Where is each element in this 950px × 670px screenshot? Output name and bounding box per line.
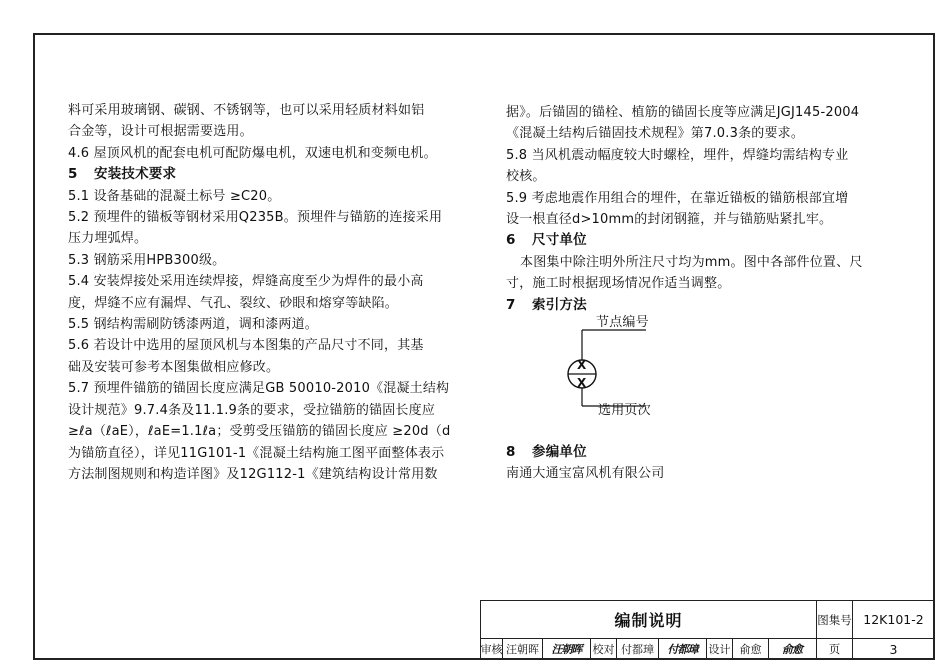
index-symbol-diagram [536, 315, 696, 428]
index-top-label: 节点编号 [596, 315, 649, 331]
text-line: 5.7 预埋件锚筋的锚固长度应满足GB 50010-2010《混凝土结构 [68, 381, 450, 397]
check-name: 付都璋 [617, 639, 659, 659]
text-line: 南通大通宝富风机有限公司 [506, 466, 665, 482]
text-line: 5.6 若设计中选用的屋顶风机与本图集的产品尺寸不同，其基 [68, 338, 424, 354]
index-symbol-upper: X [577, 358, 587, 373]
index-bottom-label: 选用页次 [598, 403, 651, 419]
design-label: 设计 [707, 639, 733, 659]
left-column [68, 100, 488, 485]
text-line: 方法制图规则和构造详图》及12G112-1《建筑结构设计常用数 [68, 466, 438, 482]
text-line: ≥ℓa（ℓaE），ℓaE=1.1ℓa；受剪受压锚筋的锚固长度应 ≥20d（d [68, 424, 451, 440]
text-line: 5.3 钢筋采用HPB300级。 [68, 252, 226, 268]
review-name: 汪朝晖 [503, 639, 543, 659]
text-line: 5.4 安装焊接处采用连续焊接，焊缝高度至少为焊件的最小高 [68, 274, 424, 290]
design-signature: 俞愈 [782, 643, 802, 656]
section-heading-7: 7 索引方法 [506, 296, 587, 313]
section-heading-5: 5 安装技术要求 [68, 166, 177, 183]
text-line: 本图集中除注明外所注尺寸均为mm。图中各部件位置、尺 [520, 254, 863, 270]
review-signature: 汪朝晖 [543, 639, 591, 659]
text-line: 《混凝土结构后锚固技术规程》第7.0.3条的要求。 [506, 126, 805, 142]
review-label: 审核 [481, 639, 503, 659]
page-number: 3 [889, 641, 898, 657]
text-line: 5.5 钢结构需刷防锈漆两道，调和漆两道。 [68, 317, 319, 333]
text-line: 度，焊缝不应有漏焊、气孔、裂纹、砂眼和熔穿等缺陷。 [68, 295, 399, 311]
index-symbol-lower: X [577, 376, 587, 391]
atlas-number-label: 图集号 [817, 601, 853, 639]
text-line: 设计规范》9.7.4条及11.1.9条的要求，受拉锚筋的锚固长度应 [68, 402, 436, 418]
text-line: 5.1 设备基础的混凝土标号 ≥C20。 [68, 188, 281, 204]
title-block [480, 600, 933, 658]
text-line: 础及安装可参考本图集做相应修改。 [68, 359, 280, 375]
text-line: 压力埋弧焊。 [68, 231, 148, 247]
text-line: 合金等，设计可根据需要选用。 [68, 124, 253, 140]
drawing-title: 编制说明 [481, 601, 817, 639]
signature-row [481, 639, 817, 659]
atlas-number-value: 12K101-2 [853, 601, 934, 639]
text-line: 设一根直径d>10mm的封闭钢箍，并与锚筋贴紧扎牢。 [506, 212, 833, 228]
text-line: 校核。 [506, 169, 546, 185]
text-line: 据》。后锚固的锚栓、植筋的锚固长度等应满足JGJ145-2004 [506, 105, 860, 120]
text-line: 5.2 预埋件的锚板等钢材采用Q235B。预埋件与锚筋的连接采用 [68, 210, 443, 226]
check-signature: 付都璋 [659, 639, 707, 659]
right-column [506, 102, 906, 485]
page-label: 页 [817, 639, 853, 659]
text-line: 料可采用玻璃钢、碳钢、不锈钢等，也可以采用轻质材料如铝 [68, 103, 425, 118]
section-heading-8: 8 参编单位 [506, 444, 587, 461]
section-heading-6: 6 尺寸单位 [506, 232, 587, 249]
text-line: 5.8 当风机震动幅度较大时螺栓，埋件，焊缝均需结构专业 [506, 147, 849, 163]
text-line: 寸，施工时根据现场情况作适当调整。 [506, 276, 731, 292]
design-name: 俞愈 [733, 639, 769, 659]
text-line: 5.9 考虑地震作用组合的埋件，在靠近锚板的锚筋根部宜增 [506, 190, 849, 206]
text-line: 为锚筋直径），详见11G101-1《混凝土结构施工图平面整体表示 [68, 445, 445, 461]
check-label: 校对 [591, 639, 617, 659]
text-line: 4.6 屋顶风机的配套电机可配防爆电机，双速电机和变频电机。 [68, 145, 437, 161]
